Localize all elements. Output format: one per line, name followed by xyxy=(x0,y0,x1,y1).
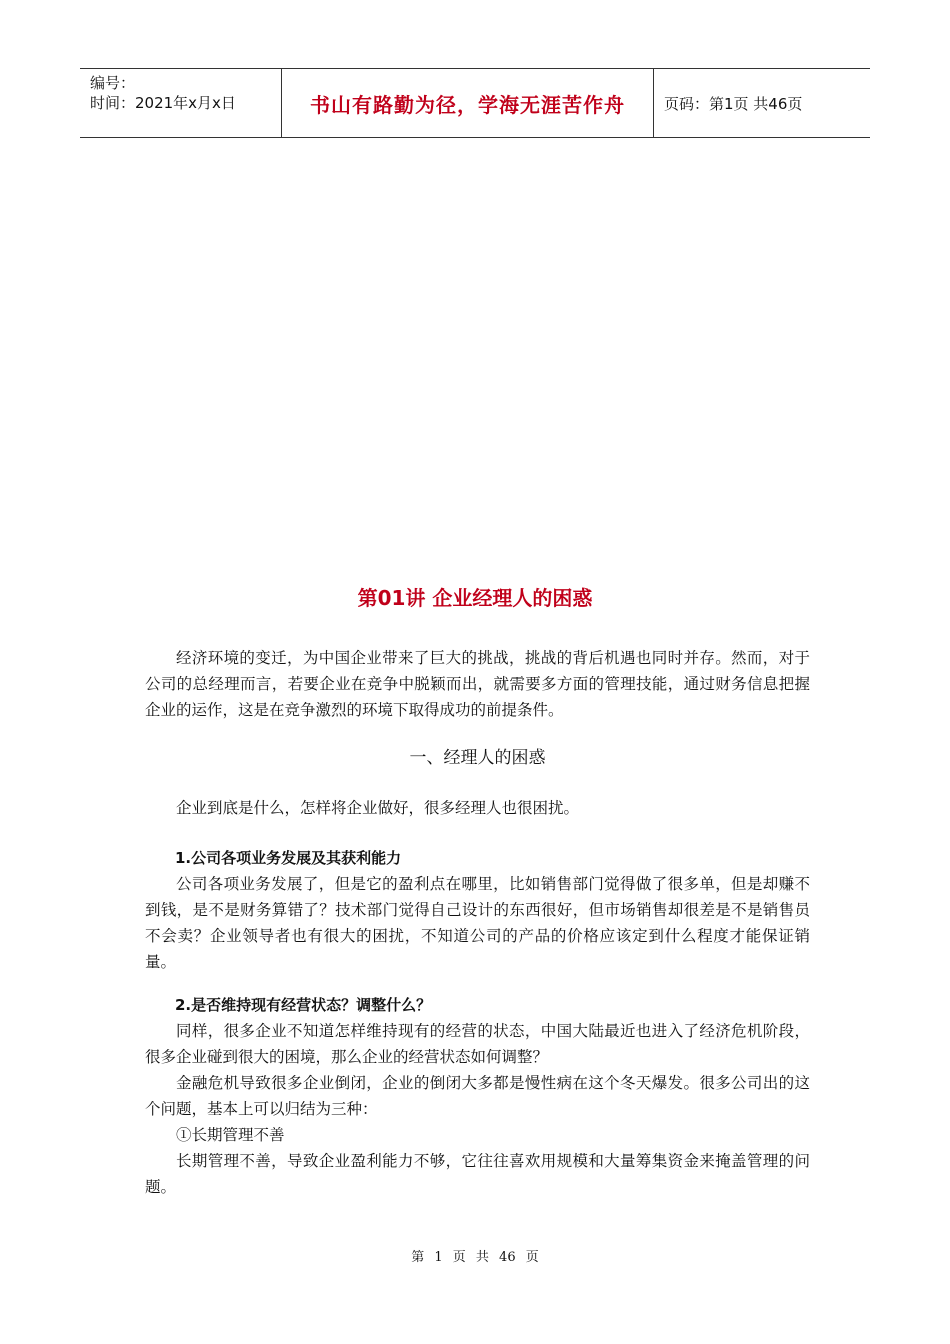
header-meta xyxy=(80,69,282,137)
subsection-2-para-1: 同样，很多企业不知道怎样维持现有的经营的状态，中国大陆最近也进入了经济危机阶段，很多企业碰到很大的困境，那么企业的经营状态如何调整？ xyxy=(145,1022,810,1066)
subsection-1 xyxy=(145,845,810,975)
intro-block xyxy=(145,645,810,723)
subsection-2-para-2: 金融危机导致很多企业倒闭，企业的倒闭大多都是慢性病在这个冬天爆发。很多公司出的这个问题，基本上可以归结为三种： xyxy=(145,1074,810,1118)
subsection-2 xyxy=(145,992,810,1200)
subsection-2-heading: 2.是否维持现有经营状态？调整什么？ xyxy=(175,996,432,1014)
section-1-lead-block xyxy=(145,795,810,821)
page-header xyxy=(80,68,870,138)
header-page-info: 页码：第1页 共46页 xyxy=(664,94,803,113)
lecture-title: 第01讲 企业经理人的困惑 xyxy=(357,586,593,610)
intro-paragraph: 经济环境的变迁，为中国企业带来了巨大的挑战，挑战的背后机遇也同时并存。然而，对于公司的总经理而言，若要企业在竞争中脱颖而出，就需要多方面的管理技能，通过财务信息把握企业的运作，这是在竞争激烈的环境下取得成功的前提条件。 xyxy=(145,649,810,719)
header-motto-cell xyxy=(282,69,654,137)
subsection-2-para-3: 长期管理不善，导致企业盈利能力不够，它往往喜欢用规模和大量筹集资金来掩盖管理的问题。 xyxy=(145,1152,810,1196)
header-page-cell xyxy=(654,69,870,137)
page-footer: 第 1 页 共 46 页 xyxy=(411,1250,539,1265)
subsection-2-list-item-1: ①长期管理不善 xyxy=(176,1126,285,1144)
section-1-heading: 一、经理人的困惑 xyxy=(409,748,546,768)
section-1-heading-block xyxy=(145,745,810,771)
header-motto: 书山有路勤为径，学海无涯苦作舟 xyxy=(310,92,625,117)
subsection-1-text: 公司各项业务发展了，但是它的盈利点在哪里，比如销售部门觉得做了很多单，但是却赚不到钱，是不是财务算错了？技术部门觉得自己设计的东西很好，但市场销售却很差是不是销售员不会卖？企业领导者也有很大的困扰，不知道公司的产品的价格应该定到什么程度才能保证销量。 xyxy=(145,875,810,971)
subsection-1-heading: 1.公司各项业务发展及其获利能力 xyxy=(175,849,402,867)
header-time-label: 时间：2021年x月x日 xyxy=(90,94,236,112)
header-code-label: 编号： xyxy=(90,74,136,92)
section-1-lead: 企业到底是什么，怎样将企业做好，很多经理人也很困扰。 xyxy=(176,799,580,817)
